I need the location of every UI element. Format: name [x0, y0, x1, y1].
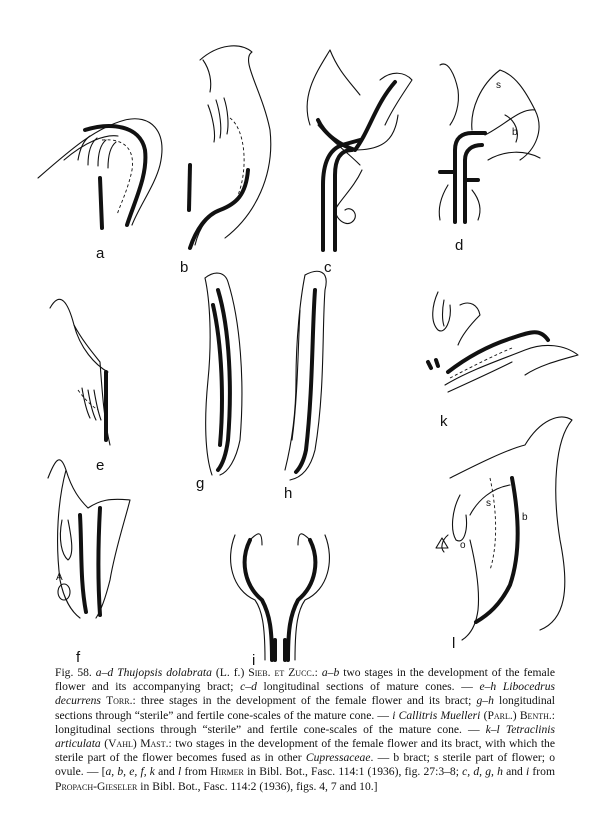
- label-a: a: [96, 245, 105, 262]
- drawing-i: [231, 534, 330, 669]
- species-name: Thujopsis dolabrata: [117, 666, 212, 679]
- figure-caption: Fig. 58. a–d Thujopsis dolabrata (L. f.) Sieb. et Zucc.: a–b two stages in the development of the female flower and its accompanying bract; c–d longitudinal sections of mature cones. — e–h Libocedrus decurrens Torr.: three stages in the development of the female flower and its bract; g–h longitudinal sections through “sterile” and fertile cone-scales of the mature cone. — i Callitris Muelleri (Parl.) Benth.: longitudinal sections through “sterile” and fertile cone-scales of the mature cone. — k–l Tetraclinis articulata (Vahl) Mast.: two stages in the development of the female flower and its bract, with which the sterile part of the flower becomes fused as in other Cupressaceae. — b bract; s sterile part of flower; o ovule. — [a, b, e, f, k and l from Hirmer in Bibl. Bot., Fasc. 114:1 (1936), fig. 27:3–8; c, d, g, h and i from Propach-Gieseler in Bibl. Bot., Fasc. 114:2 (1936), figs. 4, 7 and 10.]: [55, 666, 556, 793]
- label-e: e: [96, 457, 105, 474]
- label-k: k: [440, 413, 448, 430]
- label-g: g: [196, 475, 205, 492]
- species-name: Callitris Muelleri: [398, 708, 481, 722]
- drawing-c: [307, 50, 412, 276]
- figure-number: Fig. 58.: [55, 666, 92, 679]
- label-c: c: [324, 259, 332, 276]
- label-l: l: [452, 635, 456, 652]
- drawing-l: [436, 417, 572, 652]
- species-name: Libocedrus decurrens: [55, 680, 555, 708]
- drawing-k: [428, 292, 578, 430]
- label-h: h: [284, 485, 293, 502]
- label-b: b: [180, 259, 189, 276]
- drawing-b: [180, 46, 271, 276]
- label-i: i: [252, 652, 256, 669]
- drawing-d: [439, 64, 540, 254]
- drawing-h: [284, 271, 326, 502]
- label-f: f: [76, 649, 81, 666]
- label-l-o: o: [460, 540, 466, 551]
- drawing-g: [196, 273, 242, 492]
- species-name: Tetraclinis articulata: [55, 722, 555, 751]
- label-d: d: [455, 237, 464, 254]
- drawing-f: [48, 460, 130, 666]
- label-l-b: b: [522, 512, 528, 523]
- drawing-a: [38, 119, 162, 262]
- label-d-b: b: [512, 127, 518, 138]
- drawing-e: [50, 299, 110, 474]
- label-f-mark: A: [56, 572, 63, 583]
- label-d-s: s: [496, 80, 501, 91]
- label-l-s: s: [486, 498, 491, 509]
